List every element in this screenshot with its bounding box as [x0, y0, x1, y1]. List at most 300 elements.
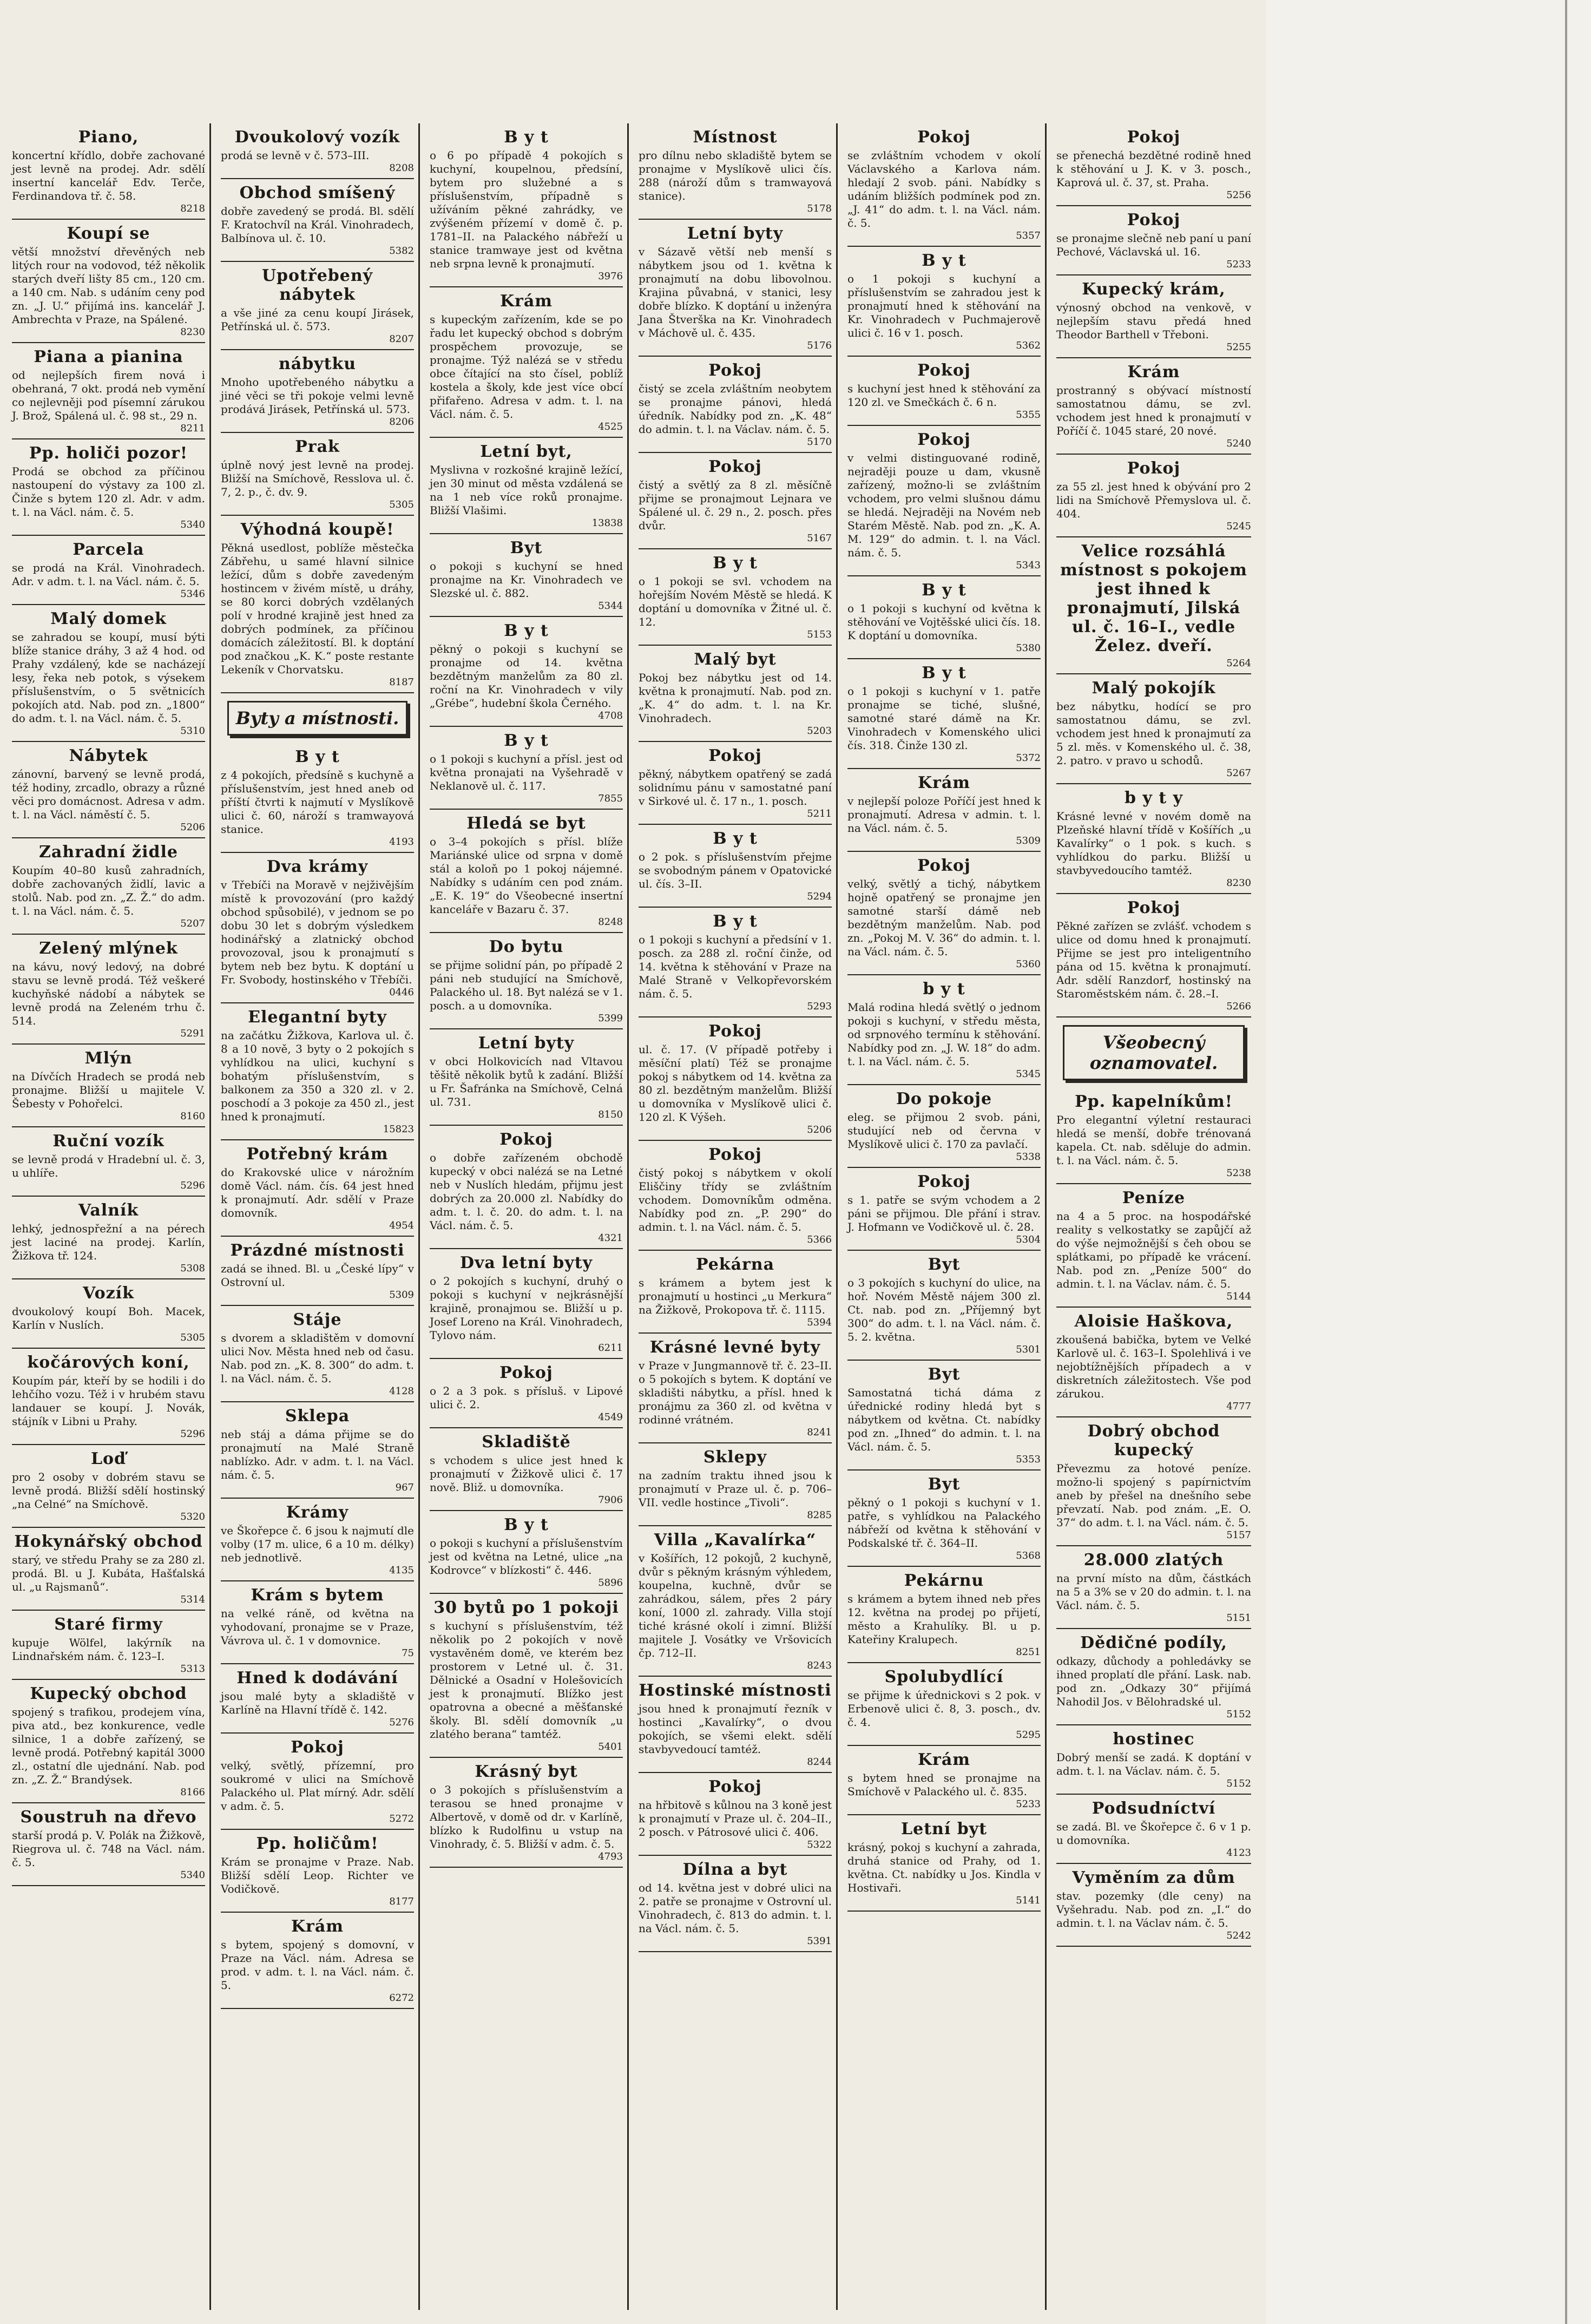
ad-text: do Krakovské ulice v nárožním domě Václ. nám. čís. 64 jest hned k pronajmutí. Adr. sdělí v Praze domovník. — [221, 1166, 414, 1219]
ad-number: 8285 — [807, 1509, 832, 1521]
classified-ad — [1056, 784, 1251, 894]
ad-title: Pokoj — [708, 1145, 762, 1164]
ad-number: 8251 — [1016, 1646, 1041, 1658]
ad-text: o 2 pok. s příslušenstvím přejme se svobodným pánem v Opatovické ul. čís. 3–II. — [639, 850, 832, 890]
ad-title: Pokoj — [917, 430, 971, 449]
page-margin — [1266, 0, 1591, 2324]
classified-ad — [430, 1758, 623, 1868]
classified-ad — [221, 853, 414, 1003]
ad-text: spojený s trafikou, prodejem vína, piva atd., bez konkurence, vedle silnice, 1 a dobře zařízený, se levně prodá. Potřebný kapitál 3000 zl., ostatní dle ujednání. Nab. pod zn. „Z. Ž.“ Brandýsek. — [12, 1705, 205, 1786]
ad-text: ul. č. 17. (V případě potřeby i měsíční platí) Též se pronajme pokoj s nábytkem od 14. května za 80 zl. bezdětným manželům. Bližší u domovníka v Myslíkově ulici č. 120 zl. K Výšeh. — [639, 1043, 832, 1124]
ad-title: Do pokoje — [896, 1089, 992, 1108]
ad-title: Byt — [510, 539, 543, 557]
ad-title: Dva krámy — [266, 857, 369, 876]
ad-title: B y t — [504, 1515, 549, 1534]
ad-title: Zahradní židle — [39, 843, 178, 862]
ad-number: 5296 — [180, 1180, 205, 1191]
ad-title: kočárových koní, — [27, 1353, 190, 1372]
ad-text: na první místo na dům, částkách na 5 a 3% se v 20 do admin. t. l. na Václ. nám. č. 5. — [1056, 1572, 1251, 1612]
ad-title: Staré firmy — [54, 1615, 163, 1634]
ad-number: 4193 — [389, 836, 414, 848]
ad-text: na hřbitově s kůlnou na 3 koně jest k pronajmutí v Praze ul. č. 204–II., 2 posch. v Pátrosové ulici č. 406. — [639, 1798, 832, 1839]
classified-ad — [1056, 537, 1251, 674]
ad-number: 5309 — [389, 1289, 414, 1301]
classified-ad — [639, 646, 832, 742]
ad-text: na začátku Žižkova, Karlova ul. č. 8 a 10 nově, 3 byty o 2 pokojích s vyhlídkou na ulici, kuchyní s bohatým příslušenstvím, s balkonem za 350 a 320 zl. v 2. poschodí a 3 pokoje za 450 zl., jest hned k pronajmutí. — [221, 1029, 414, 1123]
ad-number: 5240 — [1226, 438, 1251, 449]
classified-ad — [221, 1734, 414, 1830]
ad-text: jsou hned k pronajmutí řezník v hostinci „Kavalírky“, o dvou pokojích, se všemi elekt. sdělí stavbyvedoucí tamtéž. — [639, 1702, 832, 1756]
ad-number: 5256 — [1226, 189, 1251, 201]
ad-title: Dva letní byty — [459, 1253, 593, 1272]
ad-title: Místnost — [693, 128, 778, 147]
classified-ad — [430, 617, 623, 727]
ad-title: Pekárna — [695, 1255, 775, 1274]
classified-ad — [1056, 123, 1251, 206]
ad-number: 5293 — [807, 1001, 832, 1012]
ad-text: se přijme k úřednickovi s 2 pok. v Erbenově ulici č. 8, 3. posch., dv. č. 4. — [847, 1689, 1041, 1729]
ad-text: se zvláštním vchodem v okolí Václavského a Karlova nám. hledají 2 svob. páni. Nabídky s udáním bližších podmínek pod zn. „J. 41“ do adm. t. l. na Václ. nám. č. 5. — [847, 149, 1041, 229]
classified-ad — [847, 1168, 1041, 1251]
ad-number: 5157 — [1226, 1529, 1251, 1541]
classified-ad — [847, 426, 1041, 576]
classified-ad — [430, 287, 623, 438]
ad-number: 5242 — [1226, 1930, 1251, 1941]
ad-text: o 6 po případě 4 pokojích s kuchyní, koupelnou, předsíní, bytem pro služebné a s příslušenstvím, případně s užíváním pěkné zahrádky, ve zvýšeném přízemí v domě č. p. 1781–II. na Palackého nábřeží u stanice tramwaye jest od května neb srpna levně k pronajmutí. — [430, 149, 623, 270]
ad-text: v Sázavě větší neb menší s nábytkem jsou od 1. května k pronajmutí na dobu libovolnou. Krajina půvabná, v stanici, lesy dobře blízko. K doptání u inženýra Jana Štverška na Kr. Vinohradech v Máchově ul. č. 435. — [639, 245, 832, 339]
ad-title: Krám s bytem — [251, 1586, 384, 1605]
ad-title: Pokoj — [1127, 459, 1181, 478]
column-1 — [8, 123, 211, 2310]
classified-ad — [430, 1594, 623, 1758]
ad-number: 5340 — [180, 1869, 205, 1881]
ad-title: Krásný byt — [475, 1762, 578, 1781]
classified-ad — [639, 1141, 832, 1251]
ad-title: Prázdné místnosti — [230, 1241, 405, 1260]
ad-number: 5295 — [1016, 1729, 1041, 1741]
ad-text: starý, ve středu Prahy se za 280 zl. prodá. Bl. u J. Kubáta, Hašťalská ul. „u Rajsmanů“. — [12, 1553, 205, 1593]
ad-text: o 3–4 pokojích s přísl. blíže Mariánské ulice od srpna v domě stál a koloň po 1 pokoj nájemné. Nabídky s udáním cen pod znám. „E. K. 19“ do Všeobecné insertní kanceláře v Bazaru č. 37. — [430, 835, 623, 916]
ad-title: Pokoj — [917, 361, 971, 380]
ad-title: Letní byt — [901, 1820, 987, 1839]
ad-number: 8230 — [1226, 877, 1251, 889]
ad-text: krásný, pokoj s kuchyní a zahrada, druhá stanice od Prahy, od 1. května. Ct. nabídky u Jos. Kindla v Hostivaři. — [847, 1841, 1041, 1894]
ad-text: prodá se levně v č. 573–III. — [221, 149, 370, 162]
ad-title: Pp. holičům! — [256, 1834, 379, 1853]
ad-number: 5343 — [1016, 560, 1041, 571]
ad-text: se zahradou se koupí, musí býti blíže stanice dráhy, 3 až 4 hod. od Prahy vzdálený, kde se nacházejí lesy, řeka neb potok, s výsekem příslušenstvím, o 5 světnicích pokojích atd. Nab. pod zn. „1800“ do adm. t. l. na Václ. nám. č. 5. — [12, 631, 205, 725]
ad-text: Krám se pronajme v Praze. Nab. Bližší sdělí Leop. Richter ve Vodičkově. — [221, 1855, 414, 1895]
classified-ad — [847, 1361, 1041, 1470]
classified-ad — [847, 1470, 1041, 1567]
ad-title: Kupecký obchod — [30, 1684, 187, 1703]
ad-number: 6272 — [389, 1992, 414, 2004]
ad-number: 5167 — [807, 533, 832, 544]
classified-ad — [12, 1197, 205, 1279]
ad-number: 5346 — [180, 588, 205, 600]
classified-ad — [847, 1085, 1041, 1168]
ad-title: Pokoj — [499, 1130, 553, 1149]
ad-title: Dědičné podíly, — [1080, 1633, 1227, 1652]
scan-edge — [1565, 0, 1567, 2324]
ad-text: čistý se zcela zvláštním neobytem se pronajme pánovi, hledá úředník. Nabídky pod zn. „K. 48“ do admin. t. l. na Václav. nám. č. 5. — [639, 382, 832, 436]
ad-title: Vozík — [83, 1284, 134, 1303]
ad-number: 5338 — [1016, 1151, 1041, 1163]
ad-text: jsou malé byty a skladiště v Karlíně na Hlavní třídě č. 142. — [221, 1690, 414, 1716]
ad-text: Koupím pár, kteří by se hodili i do lehčího vozu. Též i v hrubém stavu landauer se koupí. J. Novák, stájník v Libni u Prahy. — [12, 1374, 205, 1428]
ad-number: 5170 — [807, 436, 832, 448]
ad-text: dvoukolový koupí Boh. Macek, Karlín v Nuslích. — [12, 1305, 205, 1331]
ad-number: 4954 — [389, 1220, 414, 1231]
ad-text: o 1 pokoji s kuchyní a předsíní v 1. posch. za 288 zl. roční činže, od 14. května k stěhování v Praze na Malé Straně v Velkopřevorském nám. č. 5. — [639, 933, 832, 1000]
ad-number: 5344 — [598, 600, 623, 612]
classified-ad — [221, 179, 414, 262]
classified-ad — [12, 1611, 205, 1680]
ad-text: lehký, jednospřežní a na pérech jest laciné na prodej. Karlín, Žižkova tř. 124. — [12, 1222, 205, 1262]
ad-number: 5264 — [1226, 658, 1251, 669]
ad-title: Pokoj — [1127, 128, 1181, 147]
ad-text: na 4 a 5 proc. na hospodářské reality s velkostatky se zapůjčí až do výše nejmožnější s čeh obou se splátkami, po případě ke vrácení. Nab. pod zn. „Peníze 500“ do admin. t. l. na Václav. nám. č. 5. — [1056, 1210, 1251, 1290]
ad-title: Pokoj — [708, 1022, 762, 1041]
ad-title: Nábytek — [69, 746, 148, 765]
ad-title: hostinec — [1113, 1730, 1195, 1749]
ad-title: Malý pokojík — [1092, 679, 1216, 698]
section-header-byty: Byty a místnosti. — [227, 701, 407, 736]
ad-number: 5309 — [1016, 835, 1041, 846]
ad-text: v Třebíči na Moravě v nejživějším místě k provozování (pro každý obchod spůsobilé), v jednom se po dobu 30 let s dobrým výsledkem hodinářský a zlatnický obchod provozoval, jsou k pronajmutí s bytem neb bez bytu. K doptání u Fr. Svobody, hostinského v Třebíči. — [221, 878, 414, 986]
ad-title: Vyměním za dům — [1072, 1868, 1235, 1887]
ad-number: 5233 — [1016, 1798, 1041, 1810]
classified-ad — [221, 1140, 414, 1237]
ad-number: 5366 — [807, 1234, 832, 1245]
ad-number: 5238 — [1226, 1167, 1251, 1179]
ad-title: Sklepa — [285, 1407, 350, 1426]
ad-title: Hokynářský obchod — [14, 1532, 203, 1551]
ad-number: 5301 — [1016, 1344, 1041, 1355]
ad-text: o 2 pokojích s kuchyní, druhý o pokoji s kuchyní v nejkrásnější krajině, pronajmou se. Bližší u p. Josef Loreno na Král. Vinohradech, Tylovo nám. — [430, 1275, 623, 1342]
ad-number: 5399 — [598, 1013, 623, 1024]
ad-title: B y t — [504, 731, 549, 750]
ad-text: na zadním traktu ihned jsou k pronajmutí v Praze ul. č. p. 706–VII. vedle hostince „Tivoli“. — [639, 1469, 832, 1509]
ad-text: Mnoho upotřebeného nábytku a jiné věci se tři pokoje velmi levně prodává Jirásek, Petřínská ul. 573. — [221, 376, 414, 416]
ad-title: Velice rozsáhlá místnost s pokojem jest ihned k pronajmutí, Jilská ul. č. 16–I., vedle Želez. dveří. — [1060, 542, 1247, 655]
classified-ad — [12, 123, 205, 220]
ad-text: prostranný s obývací místností samostatnou dámu, se zvl. vchodem jest hned k pronajmutí v Poříčí č. 1045 staré, 20 nové. — [1056, 384, 1251, 437]
ad-title: B y t — [295, 747, 340, 766]
ad-text: v Praze v Jungmannově tř. č. 23–II. o 5 pokojích s bytem. K doptání ve skladišti nábytku, a přísl. hned k pronájmu za 360 zl. od května v rodinné vrátném. — [639, 1359, 832, 1426]
ad-title: Letní byty — [687, 224, 784, 243]
classified-ad — [1056, 894, 1251, 1017]
classified-ad — [12, 935, 205, 1045]
ad-title: B y t — [922, 664, 967, 682]
ad-number: 7855 — [598, 793, 623, 804]
classified-ad — [639, 1017, 832, 1141]
ad-number: 5305 — [389, 499, 414, 510]
classified-ad — [639, 453, 832, 549]
ad-number: 5272 — [389, 1813, 414, 1824]
classified-ad — [12, 1349, 205, 1445]
ad-text: větší množství dřevěných neb litých rour na vodovod, též několik starých dveří lišty 85 cm., 120 cm. a 140 cm. Nab. s udáním ceny pod zn. „J. U.“ přijímá ins. kancelář J. Ambrechta v Praze, na Spálené. — [12, 245, 205, 326]
ad-text: Pěkná usedlost, poblíže městečka Zábřehu, u samé hlavní silnice ležící, dům s dobře zavedeným hostincem v živém místě, u dráhy, se 80 korci dobrých vzdělaných polí v hrodné krajině jest hned za dobrých podmínek, za příčinou domácích záležitostí. Bl. k doptání pod značkou „K. K.“ poste restante Lekeník v Chorvatsku. — [221, 541, 414, 676]
ad-number: 4135 — [389, 1565, 414, 1576]
ad-title: Dvoukolový vozík — [234, 128, 400, 147]
ad-text: v nejlepší poloze Poříčí jest hned k pronajmutí. Adresa v admin. t. l. na Václ. nám. č. 5. — [847, 795, 1041, 835]
ad-text: Pro elegantní výletní restauraci hledá se menší, dobře trénovaná kapela. Ct. nab. sděluje do admin. t. l. na Václ. nám. č. 5. — [1056, 1113, 1251, 1167]
ad-text: o 3 pokojích s kuchyní do ulice, na hoř. Novém Městě nájem 300 zl. Ct. nab. pod zn. „Příjemný byt 300“ do adm. t. l. na Václ. nám. č. 5. 2. května. — [847, 1276, 1041, 1343]
ad-text: bez nábytku, hodící se pro samostatnou dámu, se zvl. vchodem jest hned k pronajmutí za 5 zl. měs. v Komenského ul. č. 38, 2. patro. v pravo u schodů. — [1056, 700, 1251, 767]
ad-number: 5362 — [1016, 340, 1041, 351]
ad-number: 5296 — [180, 1428, 205, 1440]
classified-ad — [847, 1663, 1041, 1746]
ad-title: Krám — [917, 1750, 971, 1769]
column-2 — [216, 123, 420, 2310]
ad-number: 4128 — [389, 1386, 414, 1397]
ad-number: 8248 — [598, 916, 623, 928]
ad-text: s vchodem s ulice jest hned k pronajmutí v Žižkově ulici č. 17 nově. Bliž. u domovníka. — [430, 1454, 623, 1494]
ad-title: Obchod smíšený — [239, 183, 396, 202]
ad-number: 4321 — [598, 1232, 623, 1244]
ad-number: 5267 — [1226, 767, 1251, 779]
ad-title: B y t — [713, 829, 758, 848]
ad-number: 8241 — [807, 1427, 832, 1438]
ad-text: pro 2 osoby v dobrém stavu se levně prodá. Bližší sdělí hostinský „na Celné“ na Smíchově. — [12, 1470, 205, 1511]
ad-text: s dvorem a skladištěm v domovní ulici Nov. Města hned neb od času. Nab. pod zn. „K. 8. 300“ do adm. t. l. na Václ. nám. č. 5. — [221, 1331, 414, 1385]
ad-text: Pokoj bez nábytku jest od 14. května k pronajmutí. Nab. pod zn. „K. 4“ do adm. t. l. na Kr. Vinohradech. — [639, 671, 832, 725]
ad-number: 8230 — [180, 326, 205, 338]
classified-ad — [12, 536, 205, 605]
ad-number: 5305 — [180, 1332, 205, 1343]
classified-ad — [639, 908, 832, 1017]
ad-text: odkazy, důchody a pohledávky se ihned proplatí dle přání. Lask. nab. pod zn. „Odkazy 30“ přijímá Nahodil Jos. v Bělohradské ul. — [1056, 1655, 1251, 1708]
ad-title: B y t — [504, 128, 549, 147]
ad-title: Krám — [917, 773, 971, 792]
ad-text: s 1. patře se svým vchodem a 2 páni se přijmou. Dle přání i strav. J. Hofmann ve Vodičkově ul. č. 28. — [847, 1193, 1041, 1233]
classified-ad — [1056, 206, 1251, 275]
classified-ad — [639, 1773, 832, 1856]
classified-ad — [1056, 1088, 1251, 1184]
ad-title: Potřebný krám — [246, 1145, 389, 1164]
ad-title: Hned k dodávání — [236, 1669, 398, 1688]
ad-number: 5144 — [1226, 1291, 1251, 1302]
ad-title: Krám — [499, 292, 553, 311]
classified-ad — [847, 247, 1041, 357]
classified-ad — [430, 1428, 623, 1511]
ad-text: na velké ráně, od května na vyhodovaní, pronajme se v Praze, Vávrova ul. č. 1 v domovnice. — [221, 1607, 414, 1647]
ad-number: 8244 — [807, 1756, 832, 1768]
ad-text: s krámem a bytem ihned neb přes 12. května na prodej po přijetí, město a Krahulíky. Bl. u p. Kateřiny Kralupech. — [847, 1592, 1041, 1646]
ad-title: Pp. kapelníkům! — [1075, 1092, 1233, 1111]
ad-title: B y t — [713, 554, 758, 573]
ad-title: b y t — [923, 980, 965, 999]
ad-title: Výhodná koupě! — [240, 520, 395, 539]
ad-text: Pěkné zařízen se zvlášť. vchodem s ulice od domu hned k pronajmutí. Přijme se jest pro inteligentního pána od 15. května k pronajmutí. Adr. sdělí Ranzdorf, hostinský na Staroměstském nám. č. 28.–I. — [1056, 920, 1251, 1000]
ad-title: Malý byt — [694, 650, 777, 669]
classified-ad — [221, 1830, 414, 1913]
ad-number: 5245 — [1226, 521, 1251, 532]
classified-ad — [1056, 1308, 1251, 1417]
ad-number: 15823 — [383, 1124, 414, 1135]
ad-text: Krásné levné v novém domě na Plzeňské hlavní třídě v Košířích „u Kavalírky“ o 1 pok. s kuch. s vyhlídkou do parku. Bližší u stavbyvedoucího tamtéž. — [1056, 810, 1251, 877]
ad-text: o 1 pokoji s kuchyní a přísl. jest od května pronajati na Vyšehradě v Neklanově ul. č. 117. — [430, 752, 623, 792]
ad-text: Samostatná tichá dáma z úřednické rodiny hledá byt s nábytkem od května. Ct. nabídky pod zn. „Ihned“ do admin. t. l. na Václ. nám. č. 5. — [847, 1386, 1041, 1453]
ad-title: Pokoj — [291, 1738, 344, 1757]
classified-ad — [847, 852, 1041, 975]
classified-ad — [639, 1526, 832, 1677]
ad-title: Hostinské místnosti — [639, 1681, 832, 1700]
ad-text: Koupím 40–80 kusů zahradních, dobře zachovaných židlí, lavic a stolů. Nab. pod zn. „Z. Ž.“ do adm. t. l. na Václ. nám. č. 5. — [12, 864, 205, 917]
ad-text: o 1 pokoji se svl. vchodem na hořejším Novém Městě se hledá. K doptání u domovníka v Žitné ul. č. 12. — [639, 575, 832, 628]
ad-text: o 1 pokoji s kuchyní od května k stěhování ve Vojtěšské ulici čís. 18. K doptání u domovníka. — [847, 602, 1041, 642]
ad-text: výnosný obchod na venkově, v nejlepším stavu předá hned Theodor Barthell v Třeboni. — [1056, 301, 1251, 341]
ad-text: v obci Holkovicích nad Vltavou těšitě několik bytů k zadání. Bližší u Fr. Šafránka na Smíchově, Celná ul. 731. — [430, 1055, 623, 1108]
ad-number: 5308 — [180, 1263, 205, 1274]
ad-title: Letní byty — [478, 1034, 575, 1053]
ad-text: s kuchyní s příslušenstvím, též několik po 2 pokojích v nově vystavěném domě, ve kterém bez prostorem v Letné ul. č. 31. Dělnické a Osadní v Holešovicích jest k pronajmutí. Blížko jest opatrovna a obecné a měšťanské školy. Bl. sdělí domovník „u zlatého berana“ tamtéž. — [430, 1619, 623, 1741]
ad-number: 5394 — [807, 1317, 832, 1328]
ad-text: od nejlepších firem nová i obehraná, 7 okt. prodá neb vymění co nejlevněji pod písemní zárukou J. Brož, Spálená ul. č. 98 st., 29 n. — [12, 369, 205, 422]
ad-title: Byt — [928, 1475, 961, 1494]
ad-number: 5355 — [1016, 409, 1041, 421]
ad-title: B y t — [922, 251, 967, 270]
ad-title: Elegantní byty — [248, 1008, 387, 1027]
ad-number: 5211 — [807, 808, 832, 819]
classified-ad — [12, 343, 205, 439]
ad-text: s krámem a bytem jest k pronajmutí u hostinci „u Merkura“ na Žižkově, Prokopova tř. č. 1115. — [639, 1276, 832, 1316]
ad-text: o dobře zařízeném obchodě kupecký v obci nalézá se na Letné neb v Nuslích hledám, přijmu jest dobrých za 20.000 zl. Nabídky do adm. t. l. č. 20. do adm. t. l. na Václ. nám. č. 5. — [430, 1151, 623, 1232]
ad-title: Pokoj — [708, 1777, 762, 1796]
ad-text: o 1 pokoji s kuchyní v 1. patře pronajme se tiché, slušné, samotné staré dámě na Kr. Vinohradech v Komenského ulici čís. 318. Činže 130 zl. — [847, 685, 1041, 752]
classified-ad — [1056, 1417, 1251, 1546]
classified-ad — [430, 123, 623, 287]
ad-title: Piano, — [78, 128, 139, 147]
ad-title: Pp. holiči pozor! — [29, 444, 188, 463]
ad-title: Pekárnu — [904, 1571, 984, 1590]
classified-ad — [639, 1334, 832, 1443]
classified-ad — [430, 534, 623, 617]
classified-ad — [1056, 275, 1251, 358]
ad-number: 5152 — [1226, 1778, 1251, 1789]
classified-ad — [221, 1003, 414, 1140]
ad-number: 5310 — [180, 725, 205, 737]
ad-text: v Košířích, 12 pokojů, 2 kuchyně, dvůr s pěkným krásným výhledem, koupelna, kuchně, dvůr se zahrádkou, sálem, přes 2 páry koní, 1000 zl. zahrady. Villa stojí tiché krásné okolí i zimní. Bližší majitele J. Vosátky ve Vršovicích čp. 712–II. — [639, 1552, 832, 1659]
classified-ad — [639, 549, 832, 646]
classified-ad — [847, 1815, 1041, 1912]
column-5 — [843, 123, 1047, 2310]
ad-title: B y t — [713, 912, 758, 931]
ad-number: 5320 — [180, 1511, 205, 1522]
classified-ad — [1056, 455, 1251, 537]
classified-ad — [639, 1443, 832, 1526]
ad-title: Krám — [291, 1917, 344, 1936]
classified-ad — [639, 1856, 832, 1952]
classified-ad — [639, 357, 832, 453]
ad-number: 8211 — [180, 423, 205, 434]
ad-text: o 1 pokoji s kuchyní a příslušenstvím se zahradou jest k pronajmutí hned k stěhování na Kr. Vinohradech v Puchmajerově ulici č. 16 v 1. posch. — [847, 272, 1041, 339]
ad-text: s kuchyní jest hned k stěhování za 120 zl. ve Smečkách č. 6 n. — [847, 382, 1041, 409]
classified-ad — [1056, 1795, 1251, 1864]
ad-number: 5203 — [807, 725, 832, 737]
ad-number: 8218 — [180, 203, 205, 214]
classified-ad — [221, 1499, 414, 1581]
ad-title: 28.000 zlatých — [1083, 1551, 1224, 1570]
classified-ad — [430, 1359, 623, 1428]
classified-ad — [847, 1746, 1041, 1815]
ad-number: 5401 — [598, 1741, 623, 1752]
ad-title: Pokoj — [917, 856, 971, 875]
classified-ad — [430, 1249, 623, 1359]
ad-number: 5141 — [1016, 1895, 1041, 1906]
ad-title: Mlýn — [84, 1049, 133, 1068]
ad-number: 5313 — [180, 1663, 205, 1675]
ad-title: Spolubydlící — [884, 1667, 1004, 1686]
ad-number: 5276 — [389, 1717, 414, 1728]
ad-title: Ruční vozík — [52, 1132, 165, 1151]
ad-text: se prodá na Král. Vinohradech. Adr. v adm. t. l. na Václ. nám. č. 5. — [12, 561, 205, 588]
classified-ad — [12, 1127, 205, 1197]
ad-number: 7906 — [598, 1494, 623, 1506]
classified-ad — [12, 1528, 205, 1611]
ad-title: Pokoj — [917, 1172, 971, 1191]
ad-text: na kávu, nový ledový, na dobré stavu se levně prodá. Též veškeré kuchyňské nádobí a nábytek se levně prodá na Zeleném trhu č. 514. — [12, 960, 205, 1027]
ad-title: Skladiště — [482, 1433, 571, 1452]
ad-title: Pokoj — [708, 361, 762, 380]
classified-ad — [430, 1126, 623, 1249]
ad-text: pěkný o pokoji s kuchyní se pronajme od 14. května bezdětným manželům za 80 zl. roční na Kr. Vinohradech v vily „Grébe“, hudební škola Černého. — [430, 642, 623, 710]
ad-number: 5151 — [1226, 1612, 1251, 1624]
ad-title: Dílna a byt — [682, 1860, 788, 1879]
ad-text: zkoušená babička, bytem ve Velké Karlově ul. č. 163–I. Spolehlivá i ve nejobtížnějších případech a v diskretních záležitostech. Vše pod zárukou. — [1056, 1333, 1251, 1400]
classified-ad — [221, 262, 414, 350]
ad-number: 5896 — [598, 1577, 623, 1588]
classified-ad — [847, 1567, 1041, 1663]
classified-ad — [221, 1913, 414, 2009]
ad-text: pěkný o 1 pokoji s kuchyní v 1. patře, s vyhlídkou na Palackého nábřeží od května k stěhování v Podskalské tř. č. 364–II. — [847, 1496, 1041, 1550]
ad-title: Parcela — [73, 540, 144, 559]
ad-text: s bytem, spojený s domovní, v Praze na Václ. nám. Adresa se prod. v adm. t. l. na Václ. nám. č. 5. — [221, 1938, 414, 1992]
ad-number: 5340 — [180, 519, 205, 530]
classified-ad — [1056, 1725, 1251, 1795]
ad-text: velký, světlý, přízemní, pro soukromé v ulici na Smíchově Palackého ul. Plat mírný. Adr. sdělí v adm. č. 5. — [221, 1759, 414, 1813]
ad-text: zadá se ihned. Bl. u „České lípy“ v Ostrovní ul. — [221, 1262, 414, 1289]
ad-text: velký, světlý a tichý, nábytkem hojně opatřený se pronajme jen samotné starší dámě neb bezdětným manželům. Nab. pod zn. „Pokoj M. V. 36“ do admin. t. l. na Václ. nám. č. 5. — [847, 877, 1041, 958]
ad-number: 8207 — [389, 333, 414, 345]
classified-ad — [12, 1445, 205, 1528]
ad-text: eleg. se přijmou 2 svob. páni, studující neb od června v Myslíkově ulici č. 170 za pavlačí. — [847, 1111, 1041, 1151]
ad-number: 5360 — [1016, 959, 1041, 970]
ad-number: 5353 — [1016, 1454, 1041, 1465]
ad-number: 0446 — [389, 987, 414, 998]
classified-ad — [847, 1251, 1041, 1361]
ad-title: Piana a pianina — [34, 347, 183, 366]
classified-ad — [639, 825, 832, 908]
classified-ad — [12, 220, 205, 343]
ad-number: 5294 — [807, 891, 832, 902]
ad-title: Dobrý obchod kupecký — [1087, 1422, 1220, 1460]
classified-ad — [639, 742, 832, 825]
ad-number: 4525 — [598, 421, 623, 432]
ad-title: Krásné levné byty — [649, 1338, 821, 1357]
ad-title: Byt — [928, 1255, 961, 1274]
classified-ad — [12, 605, 205, 742]
ad-text: se přijme solidní pán, po případě 2 páni neb studující na Smíchově, Palackého ul. 18. Byt nalézá se v 1. posch. a u domovníka. — [430, 959, 623, 1012]
ad-number: 5380 — [1016, 642, 1041, 654]
ad-title: b y t y — [1124, 789, 1184, 808]
ad-text: s bytem hned se pronajme na Smíchově v Palackého ul. č. 835. — [847, 1771, 1041, 1798]
ad-number: 5357 — [1016, 230, 1041, 241]
ad-title: Stáje — [293, 1310, 342, 1329]
ad-text: pěkný, nábytkem opatřený se zadá solidnímu pánu v samostatné paní v Sirkové ul. č. 17 n., 1. posch. — [639, 767, 832, 808]
ad-number: 5255 — [1226, 342, 1251, 353]
